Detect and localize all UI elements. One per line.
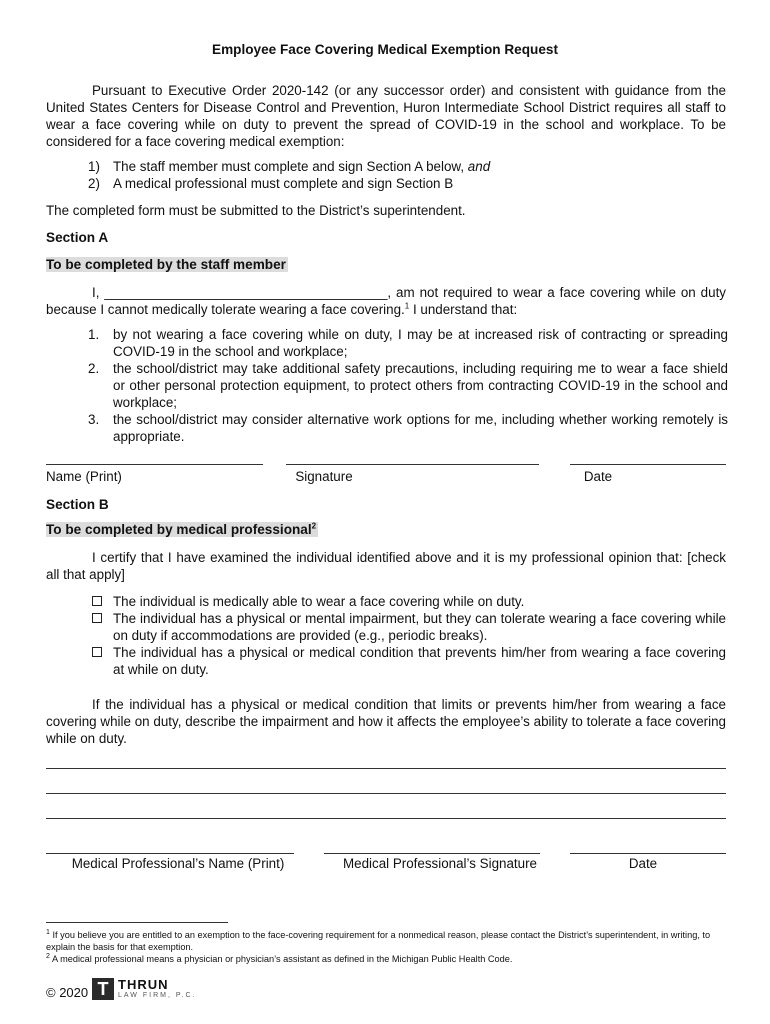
logo-t-icon: T <box>92 978 114 1000</box>
description-line[interactable] <box>46 818 726 819</box>
requirement-item: 1) The staff member must complete and sign Section A below, and <box>88 159 491 174</box>
requirement-item: 2) A medical professional must complete and sign Section B <box>88 176 454 191</box>
submit-note: The completed form must be submitted to the District’s superintendent. <box>46 203 466 218</box>
checklist-item: The individual has a physical or medical condition that prevents him/her from wearing a face covering at while on duty. <box>92 644 726 678</box>
checkbox[interactable] <box>92 647 102 657</box>
medical-name-line[interactable] <box>46 853 294 854</box>
footnote-ref: 1 <box>404 301 410 311</box>
section-a-subheading: To be completed by the staff member <box>46 257 286 272</box>
medical-signature-label: Medical Professional’s Signature <box>342 856 538 871</box>
staff-date-label: Date <box>583 469 613 484</box>
staff-name-line[interactable] <box>46 464 263 465</box>
document-title: Employee Face Covering Medical Exemption Request <box>212 42 558 57</box>
staff-name-blank[interactable]: ______________________________________ <box>104 285 388 300</box>
thrun-logo <box>92 978 197 1000</box>
footnote-1: $^1$ If you believe you are entitled to an exemption to the face-covering requirement for a nonmedical reason, please contact the District’s superintendent, in writing, to explain the basis for that exemption. <box>46 928 711 952</box>
requirements-list <box>88 158 728 192</box>
staff-signature-line[interactable] <box>286 464 539 465</box>
footnote-ref: 2 <box>311 521 317 531</box>
acknowledgement-list <box>88 326 728 445</box>
logo-name: THRUN <box>118 977 169 992</box>
section-b-subheading: To be completed by medical professional$^2$ <box>46 521 317 537</box>
staff-name-label: Name (Print) <box>46 469 122 484</box>
staff-date-line[interactable] <box>570 464 726 465</box>
medical-name-label: Medical Professional’s Name (Print) <box>71 856 285 871</box>
section-a-heading: Section A <box>46 230 109 245</box>
describe-paragraph: If the individual has a physical or medical condition that limits or prevents him/her from wearing a face covering while on duty, describe the impairment and how it affects the employee’s ability to tolerate a face covering while on duty. <box>46 697 726 746</box>
footnote-divider <box>46 922 228 923</box>
acknowledgement-item: 2. the school/district may take additional safety precautions, including requiring me to wear a face shield or other personal protection equipment, to protect others from contracting COVID-19 in the school and workplace; <box>88 361 728 410</box>
opinion-checklist <box>92 593 726 678</box>
description-line[interactable] <box>46 793 726 794</box>
logo-subtitle: LAW FIRM, P.C. <box>118 992 197 999</box>
checkbox[interactable] <box>92 613 102 623</box>
intro-paragraph: Pursuant to Executive Order 2020-142 (or any successor order) and consistent with guidance from the United States Centers for Disease Control and Prevention, Huron Intermediate School District requires all staff to wear a face covering while on duty to prevent the spread of COVID-19 in the school and workplace. To be considered for a face covering medical exemption: <box>46 83 726 149</box>
medical-signature-line[interactable] <box>324 853 540 854</box>
checklist-item: The individual has a physical or mental impairment, but they can tolerate wearing a face covering while on duty if accommodations are provided (e.g., periodic breaks). <box>92 610 726 644</box>
acknowledgement-item: 1. by not wearing a face covering while on duty, I may be at increased risk of contracting or spreading COVID-19 in the school and workplace; <box>88 327 728 359</box>
staff-signature-label: Signature <box>295 469 353 484</box>
medical-date-line[interactable] <box>570 853 726 854</box>
checklist-item: The individual is medically able to wear a face covering while on duty. <box>92 593 726 610</box>
acknowledgement-item: 3. the school/district may consider alternative work options for me, including whether working remotely is appropriate. <box>88 412 728 444</box>
checkbox[interactable] <box>92 596 102 606</box>
certify-paragraph: I certify that I have examined the individual identified above and it is my professional opinion that: [check all that apply] <box>46 550 726 582</box>
description-line[interactable] <box>46 768 726 769</box>
section-b-heading: Section B <box>46 497 109 512</box>
footnote-2: $^2$ A medical professional means a physician or physician’s assistant as defined in the Michigan Public Health Code. <box>46 952 513 964</box>
medical-date-label: Date <box>628 856 658 871</box>
copyright-text: © 2020 <box>46 985 89 1000</box>
section-a-statement: I, ______________________________________, am not required to wear a face covering while on duty because I cannot medically tolerate wearing a face covering.$^1$ I understand that: <box>46 285 726 317</box>
